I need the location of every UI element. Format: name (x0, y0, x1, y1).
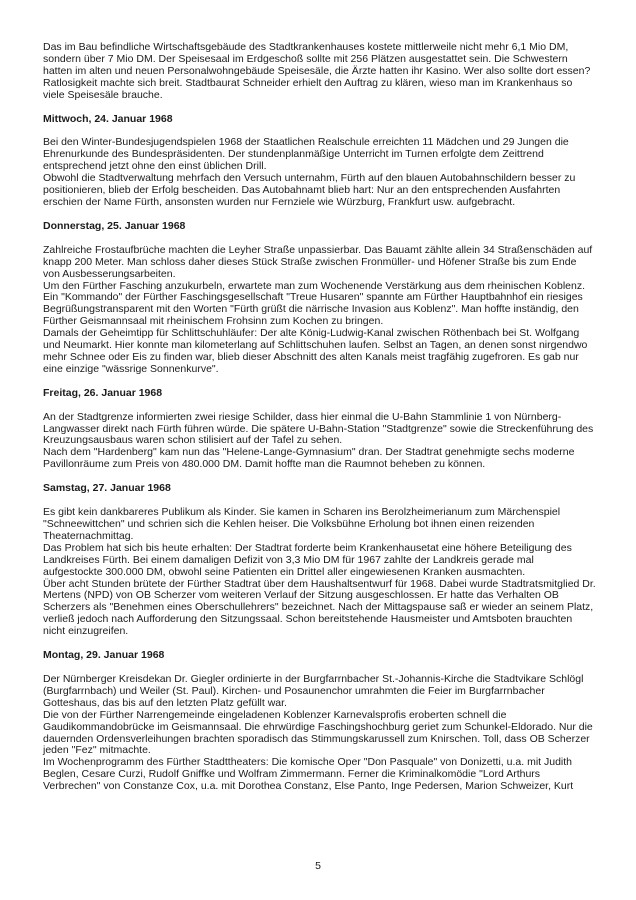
entry-body (43, 245, 596, 376)
paragraph: Damals der Geheimtipp für Schlittschuhläufer: Der alte König-Ludwig-Kanal zwischen Röthenbach bei St. Wolfgang und Neumarkt. Hier konnte man kilometerlang auf Schlittschuhen laufen. Selbst an Tagen, an denen sonst nirgendwo mehr Schnee oder Eis zu finden war, blieb dieser Abschnitt des alten Kanals meist tragfähig zugefroren. Es gab nur eine einzige "wässrige Sonnenkurve". (43, 327, 588, 375)
page-number: 5 (315, 860, 321, 872)
paragraph: Es gibt kein dankbareres Publikum als Kinder. Sie kamen in Scharen ins Berolzheimerianum zum Märchenspiel "Schneewittchen" und schrien sich die Kehlen heiser. Die Volksbühne Erholung bot ihnen einen reizenden Theaternachmittag. (43, 506, 561, 542)
paragraph: An der Stadtgrenze informierten zwei riesige Schilder, dass hier einmal die U-Bahn Stammlinie 1 von Nürnberg-Langwasser direkt nach Fürth führen würde. Die spätere U-Bahn-Station "Stadtgrenze" sowie die Streckenführung des Kreuzungsausbaus waren schon stilisiert auf der Tafel zu sehen. (43, 410, 594, 447)
entry-body (43, 507, 596, 638)
date-heading: Montag, 29. Januar 1968 (43, 649, 165, 662)
entry-body (43, 674, 596, 793)
paragraph: Das im Bau befindliche Wirtschaftsgebäude des Stadtkrankenhauses kostete mittlerweile nicht mehr 6,1 Mio DM, sondern über 7 Mio DM. Der Speisesaal im Erdgeschoß sollte mit 256 Plätzen ausgestattet sein. Die Schwestern hatten im alten und neuen Personalwohngebäude Speisesäle, die Ärzte hatten ihr Kasino. Wer also sollte dort essen? Ratlosigkeit machte sich breit. Stadtbaurat Schneider erhielt den Auftrag zu klären, wieso man im Krankenhaus so viele Speisesäle brauche. (43, 41, 591, 101)
paragraph: Im Wochenprogramm des Fürther Stadttheaters: Die komische Oper "Don Pasquale" von Donizetti, u.a. mit Judith Beglen, Cesare Curzi, Rudolf Gniffke und Wolfram Zimmermann. Ferner die Kriminalkomödie "Lord Arthurs Verbrechen" von Constanze Cox, u.a. mit Dorothea Constanz, Else Panto, Inge Pedersen, Marion Schweizer, Kurt (43, 756, 574, 793)
paragraph: Das Problem hat sich bis heute erhalten: Der Stadtrat forderte beim Krankenhausetat eine höhere Beteiligung des Landkreises Fürth. Bei einem damaligen Defizit von 3,3 Mio DM für 1967 zahlte der Landkreis gerade mal aufgestockte 300.000 DM, obwohl seine Patienten ein Drittel aller eingewiesenen Kranken ausmachten. (43, 541, 572, 578)
paragraph: Nach dem "Hardenberg" kam nun das "Helene-Lange-Gymnasium" dran. Der Stadtrat genehmigte sechs moderne Pavillonräume zum Preis von 480.000 DM. Damit hoffte man die Raumnot beheben zu können. (43, 446, 575, 471)
paragraph: Bei den Winter-Bundesjugendspielen 1968 der Staatlichen Realschule erreichten 11 Mädchen und 29 Jungen die Ehrenurkunde des Bundespräsidenten. Der stundenplanmäßige Unterricht im Turnen erfolgte dem Zeittrend entsprechend jetzt ohne den einst üblichen Drill. (43, 136, 569, 173)
paragraph: Über acht Stunden brütete der Fürther Stadtrat über dem Haushaltsentwurf für 1968. Dabei wurde Stadtratsmitglied Dr. Mertens (NPD) von OB Scherzer vom weiteren Verlauf der Sitzung ausgeschlossen. Er hatte das Verhalten OB Scherzers als "Benehmen eines Oberschullehrers" bezeichnet. Nach der Mittagspause saß er wieder an seinem Platz, verließ jedoch nach Aufforderung den Sitzungssaal. Schon bereitstehende Hausmeister und Amtsboten brauchten nicht einzugreifen. (43, 577, 596, 638)
entry-body (43, 412, 596, 472)
paragraph: Zahlreiche Frostaufbrüche machten die Leyher Straße unpassierbar. Das Bauamt zählte allein 34 Straßenschäden auf knapp 200 Meter. Man schloss daher dieses Stück Straße zwischen Fronmüller- und Höfener Straße bis zum Ende von Ausbesserungsarbeiten. (43, 243, 593, 280)
date-heading: Freitag, 26. Januar 1968 (43, 386, 163, 399)
entry-body (43, 42, 596, 102)
date-heading: Mittwoch, 24. Januar 1968 (43, 112, 173, 125)
date-heading: Samstag, 27. Januar 1968 (43, 482, 171, 495)
paragraph: Der Nürnberger Kreisdekan Dr. Giegler ordinierte in der Burgfarrnbacher St.-Johannis-Kirche die Stadtvikare Schlögl (Burgfarrnbach) und Weiler (St. Paul). Kirchen- und Posaunenchor umrahmten die Feier im Burgfarrnbacher Gotteshaus, das bis auf den letzten Platz gefüllt war. (43, 672, 584, 709)
paragraph: Obwohl die Stadtverwaltung mehrfach den Versuch unternahm, Fürth auf den blauen Autobahnschildern besser zu positionieren, blieb der Erfolg bescheiden. Das Autobahnamt blieb hart: Nur an den entsprechenden Ausfahrten erschien der Name Fürth, ansonsten wurden nur Fernziele wie Würzburg, Frankfurt usw. aufgebracht. (43, 172, 576, 208)
document-body (43, 42, 596, 793)
document-page (43, 42, 596, 805)
entry-body (43, 137, 596, 208)
paragraph: Die von der Fürther Narrengemeinde eingeladenen Koblenzer Karnevalsprofis eroberten schnell die Gaudikommandobrücke im Geismannsaal. Die ehrwürdige Faschingshochburg geriet zum Schunkel-Eldorado. Nur die dauernden Ordensverleihungen brachten sporadisch das Stimmungskarussell zum Knirschen. Toll, dass OB Scherzer jeden "Fez" mitmachte. (43, 708, 593, 757)
paragraph: Um den Fürther Fasching anzukurbeln, erwartete man zum Wochenende Verstärkung aus dem rheinischen Koblenz. Ein "Kommando" der Fürther Faschingsgesellschaft "Treue Husaren" spannte am Fürther Hauptbahnhof ein riesiges Begrüßungstransparent mit den Worten "Fürth grüßt die närrische Invasion aus Koblenz". Man hoffte inständig, den Fürther Geismannsaal mit rheinischem Frohsinn zum Kochen zu bringen. (43, 279, 586, 328)
date-heading: Donnerstag, 25. Januar 1968 (43, 219, 186, 232)
